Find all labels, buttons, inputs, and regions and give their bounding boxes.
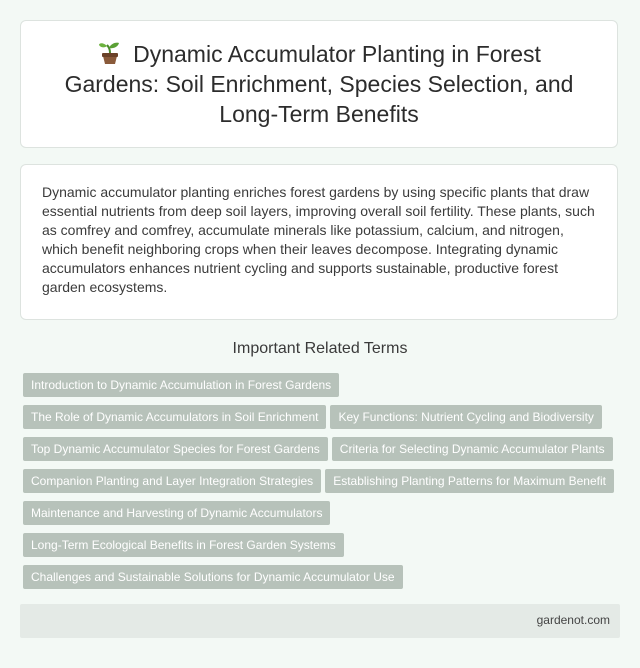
related-term-tag[interactable]: Long-Term Ecological Benefits in Forest Garden Systems (23, 533, 344, 557)
related-term-tag[interactable]: Challenges and Sustainable Solutions for Dynamic Accumulator Use (23, 565, 403, 589)
footer (20, 604, 620, 638)
sprout-icon (97, 39, 123, 65)
summary-card (20, 164, 618, 320)
related-term-tag[interactable]: Criteria for Selecting Dynamic Accumulator Plants (332, 437, 613, 461)
related-term-tag[interactable]: Companion Planting and Layer Integration Strategies (23, 469, 321, 493)
related-term-tag[interactable]: Maintenance and Harvesting of Dynamic Accumulators (23, 501, 330, 525)
related-term-tag[interactable]: Top Dynamic Accumulator Species for Forest Gardens (23, 437, 328, 461)
title-text: Dynamic Accumulator Planting in Forest Gardens: Soil Enrichment, Species Selection, and Long-Term Benefits (64, 41, 574, 127)
related-term-tag[interactable]: The Role of Dynamic Accumulators in Soil Enrichment (23, 405, 326, 429)
related-term-tag[interactable]: Key Functions: Nutrient Cycling and Biodiversity (330, 405, 601, 429)
page-title (21, 39, 617, 129)
summary-text: Dynamic accumulator planting enriches forest gardens by using specific plants that draw essential nutrients from deep soil layers, improving overall soil fertility. These plants, such as comfrey and comfrey, accumulate minerals like potassium, calcium, and nitrogen, which benefit neighboring crops when their leaves decompose. Integrating dynamic accumulators enhances nutrient cycling and supports sustainable, productive forest garden ecosystems. (42, 184, 595, 295)
related-terms-heading: Important Related Terms (232, 340, 408, 357)
footer-site-link[interactable]: gardenot.com (536, 613, 610, 627)
title-card (20, 20, 618, 148)
related-term-tag[interactable]: Establishing Planting Patterns for Maximum Benefit (325, 469, 614, 493)
related-terms-list (23, 373, 623, 597)
related-term-tag[interactable]: Introduction to Dynamic Accumulation in Forest Gardens (23, 373, 339, 397)
